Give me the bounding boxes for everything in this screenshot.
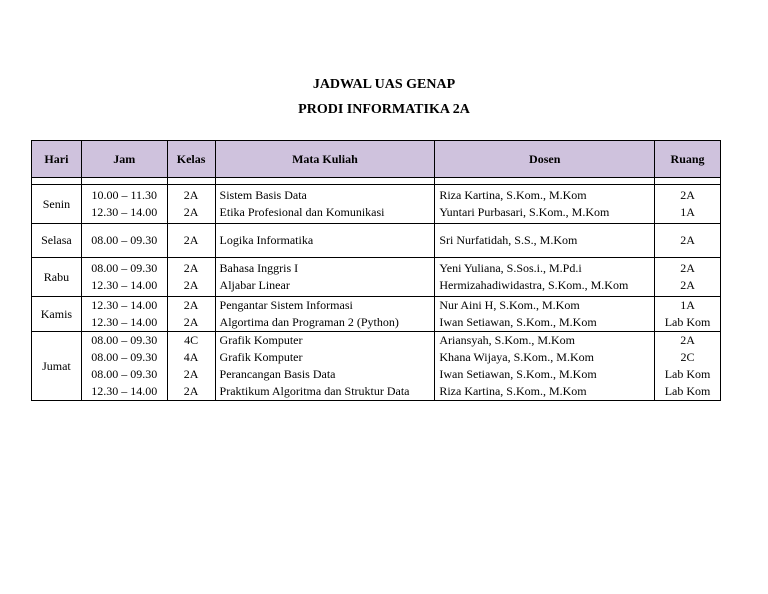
cell-mata-kuliah — [215, 185, 435, 224]
table-row — [32, 258, 721, 297]
course-entry: Bahasa Inggris I — [219, 261, 299, 275]
spacer-cell — [435, 178, 655, 185]
table-header-row — [32, 141, 721, 178]
room-entry: 1A — [680, 205, 695, 219]
time-entry: 08.00 – 09.30 — [91, 350, 158, 364]
table-row — [32, 185, 721, 224]
lecturer-entry: Yeni Yuliana, S.Sos.i., M.Pd.i — [439, 261, 582, 275]
time-entry: 08.00 – 09.30 — [91, 333, 158, 347]
cell-ruang — [655, 224, 721, 258]
time-entry: 12.30 – 14.00 — [91, 205, 158, 219]
cell-hari — [32, 258, 82, 297]
room-entry: 2C — [680, 350, 695, 364]
lecturer-entry: Hermizahadiwidastra, S.Kom., M.Kom — [439, 278, 629, 292]
course-entry: Aljabar Linear — [219, 278, 290, 292]
course-entry: Sistem Basis Data — [219, 188, 307, 202]
lecturer-entry: Ariansyah, S.Kom., M.Kom — [439, 333, 575, 347]
cell-kelas — [167, 297, 215, 332]
cell-dosen — [435, 224, 655, 258]
spacer-cell — [167, 178, 215, 185]
room-entry: 2A — [680, 188, 695, 202]
header-mata-kuliah: Mata Kuliah — [215, 141, 435, 178]
cell-jam — [81, 224, 167, 258]
day-label: Kamis — [40, 306, 73, 321]
time-entry: 12.30 – 14.00 — [91, 298, 158, 312]
time-entry: 08.00 – 09.30 — [91, 233, 158, 247]
cell-hari — [32, 332, 82, 401]
room-entry: 2A — [680, 261, 695, 275]
course-entry: Praktikum Algoritma dan Struktur Data — [219, 384, 410, 398]
header-dosen: Dosen — [435, 141, 655, 178]
class-entry: 4C — [184, 333, 199, 347]
class-entry: 2A — [183, 315, 199, 329]
lecturer-entry: Yuntari Purbasari, S.Kom., M.Kom — [439, 205, 610, 219]
class-entry: 2A — [183, 188, 199, 202]
header-hari: Hari — [32, 141, 82, 178]
lecturer-entry: Riza Kartina, S.Kom., M.Kom — [439, 384, 587, 398]
cell-mata-kuliah — [215, 332, 435, 401]
class-entry: 2A — [183, 367, 199, 381]
time-entry: 12.30 – 14.00 — [91, 315, 158, 329]
time-entry: 08.00 – 09.30 — [91, 367, 158, 381]
cell-dosen — [435, 332, 655, 401]
class-entry: 2A — [183, 384, 199, 398]
document-subtitle: PRODI INFORMATIKA 2A — [298, 102, 470, 117]
course-entry: Grafik Komputer — [219, 333, 303, 347]
cell-kelas — [167, 224, 215, 258]
cell-jam — [81, 258, 167, 297]
class-entry: 2A — [183, 278, 199, 292]
room-entry: 2A — [680, 233, 695, 247]
cell-dosen — [435, 185, 655, 224]
class-entry: 2A — [183, 261, 199, 275]
spacer-cell — [81, 178, 167, 185]
course-entry: Logika Informatika — [219, 233, 314, 247]
class-entry: 4A — [183, 350, 199, 364]
header-ruang: Ruang — [655, 141, 721, 178]
room-entry: 2A — [680, 333, 695, 347]
cell-ruang — [655, 185, 721, 224]
cell-mata-kuliah — [215, 224, 435, 258]
cell-ruang — [655, 332, 721, 401]
exam-schedule-table — [31, 140, 721, 401]
room-entry: 1A — [680, 298, 695, 312]
room-entry: Lab Kom — [664, 384, 711, 398]
class-entry: 2A — [183, 233, 199, 247]
table-row — [32, 297, 721, 332]
cell-dosen — [435, 258, 655, 297]
cell-hari — [32, 185, 82, 224]
header-kelas: Kelas — [167, 141, 215, 178]
day-label: Rabu — [43, 269, 70, 284]
cell-jam — [81, 185, 167, 224]
day-label: Selasa — [41, 233, 72, 247]
table-row — [32, 224, 721, 258]
day-label: Jumat — [42, 358, 71, 373]
table-row — [32, 332, 721, 401]
cell-ruang — [655, 258, 721, 297]
cell-jam — [81, 297, 167, 332]
lecturer-entry: Iwan Setiawan, S.Kom., M.Kom — [439, 315, 597, 329]
cell-ruang — [655, 297, 721, 332]
document-title: JADWAL UAS GENAP — [312, 77, 456, 92]
day-label: Senin — [42, 196, 71, 211]
spacer-row — [32, 178, 721, 185]
cell-mata-kuliah — [215, 258, 435, 297]
course-entry: Perancangan Basis Data — [219, 367, 336, 381]
course-entry: Pengantar Sistem Informasi — [219, 298, 353, 312]
class-entry: 2A — [183, 205, 199, 219]
lecturer-entry: Sri Nurfatidah, S.S., M.Kom — [439, 233, 578, 247]
cell-hari — [32, 297, 82, 332]
time-entry: 08.00 – 09.30 — [91, 261, 158, 275]
course-entry: Etika Profesional dan Komunikasi — [219, 205, 385, 219]
spacer-cell — [655, 178, 721, 185]
header-jam: Jam — [81, 141, 167, 178]
cell-hari — [32, 224, 82, 258]
lecturer-entry: Riza Kartina, S.Kom., M.Kom — [439, 188, 587, 202]
cell-kelas — [167, 332, 215, 401]
time-entry: 10.00 – 11.30 — [91, 188, 158, 202]
spacer-cell — [32, 178, 82, 185]
cell-jam — [81, 332, 167, 401]
course-entry: Grafik Komputer — [219, 350, 303, 364]
cell-kelas — [167, 185, 215, 224]
cell-dosen — [435, 297, 655, 332]
cell-kelas — [167, 258, 215, 297]
room-entry: Lab Kom — [664, 315, 711, 329]
room-entry: 2A — [680, 278, 695, 292]
lecturer-entry: Khana Wijaya, S.Kom., M.Kom — [439, 350, 594, 364]
time-entry: 12.30 – 14.00 — [91, 384, 158, 398]
time-entry: 12.30 – 14.00 — [91, 278, 158, 292]
cell-mata-kuliah — [215, 297, 435, 332]
course-entry: Algortima dan Programan 2 (Python) — [219, 315, 399, 329]
spacer-cell — [215, 178, 435, 185]
class-entry: 2A — [183, 298, 199, 312]
lecturer-entry: Nur Aini H, S.Kom., M.Kom — [439, 298, 580, 312]
room-entry: Lab Kom — [664, 367, 711, 381]
lecturer-entry: Iwan Setiawan, S.Kom., M.Kom — [439, 367, 597, 381]
